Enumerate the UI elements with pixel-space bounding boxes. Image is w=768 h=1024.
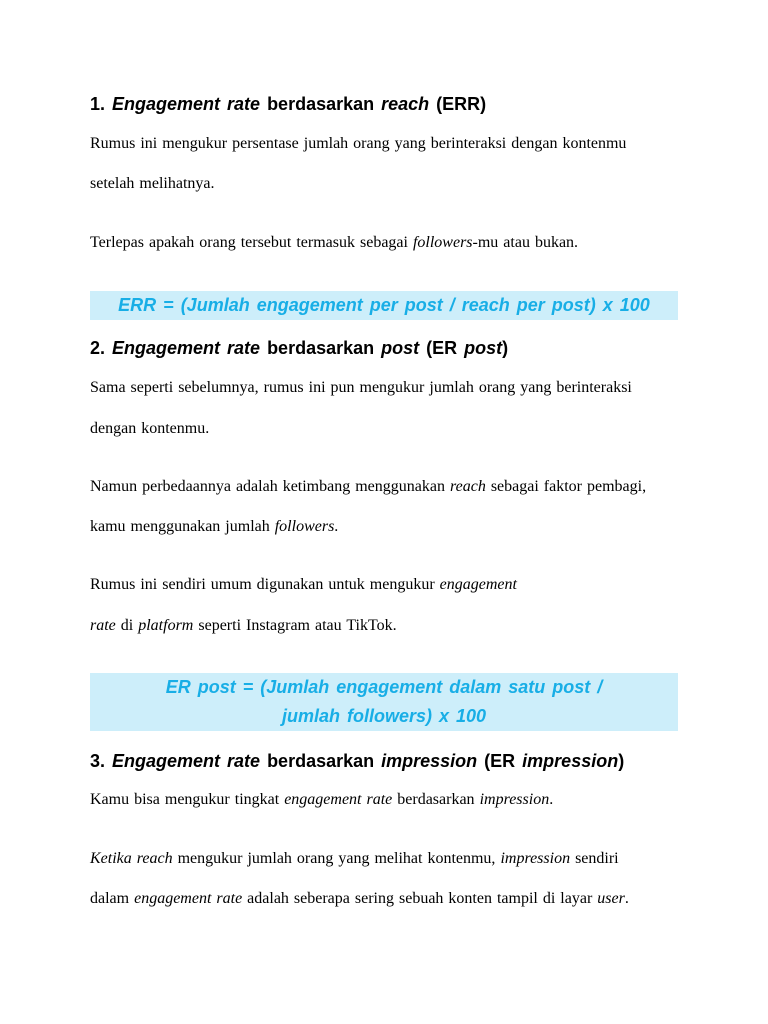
heading-text: (ER xyxy=(419,338,465,358)
heading-italic-term: reach xyxy=(381,94,430,114)
section-3-heading xyxy=(90,750,624,772)
italic-term: rate xyxy=(90,617,116,634)
text: . xyxy=(624,890,629,907)
section-1-paragraph-1-line-1: Rumus ini mengukur persentase jumlah orang yang berinteraksi dengan kontenmu xyxy=(90,135,627,152)
section-2-paragraph-1-line-1: Sama seperti sebelumnya, rumus ini pun mengukur jumlah orang yang berinteraksi xyxy=(90,379,632,396)
section-3-paragraph-1 xyxy=(90,790,553,810)
section-2-paragraph-3-line-2 xyxy=(90,616,397,636)
text: Rumus ini sendiri umum digunakan untuk mengukur xyxy=(90,576,440,593)
formula-box-err xyxy=(90,291,678,320)
heading-text: ) xyxy=(618,751,625,771)
text: sebagai faktor pembagi, xyxy=(485,478,647,495)
italic-term: followers xyxy=(412,234,473,251)
text: Terlepas apakah orang tersebut termasuk sebagai xyxy=(90,234,413,251)
section-2-paragraph-2-line-1 xyxy=(90,477,646,497)
section-2-heading xyxy=(90,337,508,359)
heading-text: berdasarkan xyxy=(260,338,382,358)
italic-term: engagement rate xyxy=(134,890,243,907)
section-2-paragraph-3-line-1 xyxy=(90,575,517,595)
heading-text: (ERR) xyxy=(429,94,487,114)
text: seperti Instagram atau TikTok. xyxy=(193,617,397,634)
section-2-paragraph-2-line-2 xyxy=(90,517,338,537)
heading-italic-term: Engagement rate xyxy=(112,751,261,771)
section-1-heading xyxy=(90,93,486,115)
heading-text: berdasarkan xyxy=(260,751,382,771)
italic-term: followers xyxy=(274,518,335,535)
heading-italic-term: post xyxy=(381,338,420,358)
italic-term: Ketika reach xyxy=(90,850,173,867)
section-3-paragraph-2-line-1 xyxy=(90,849,619,869)
text: di xyxy=(115,617,139,634)
heading-text: (ER xyxy=(477,751,523,771)
heading-number: 2. xyxy=(90,338,113,358)
heading-text: ) xyxy=(502,338,509,358)
heading-number: 1. xyxy=(90,94,113,114)
section-2-paragraph-1-line-2: dengan kontenmu. xyxy=(90,420,210,437)
section-1-paragraph-2 xyxy=(90,233,578,253)
formula-line: ERR = (Jumlah engagement per post / reach per post) x 100 xyxy=(118,295,650,315)
italic-term: engagement xyxy=(439,576,517,593)
italic-term: user xyxy=(597,890,625,907)
text: mengukur jumlah orang yang melihat kontenmu, xyxy=(172,850,501,867)
heading-number: 3. xyxy=(90,751,113,771)
text: sendiri xyxy=(570,850,619,867)
italic-term: reach xyxy=(449,478,486,495)
text: dalam xyxy=(90,890,135,907)
formula-box-er-post xyxy=(90,673,678,731)
text: -mu atau bukan. xyxy=(472,234,579,251)
text: . xyxy=(334,518,339,535)
heading-text: berdasarkan xyxy=(260,94,382,114)
text: adalah seberapa sering sebuah konten tampil di layar xyxy=(242,890,598,907)
italic-term: impression xyxy=(479,791,550,808)
italic-term: impression xyxy=(500,850,571,867)
heading-italic-term: post xyxy=(464,338,503,358)
italic-term: engagement rate xyxy=(284,791,393,808)
heading-italic-term: impression xyxy=(522,751,619,771)
heading-italic-term: Engagement rate xyxy=(112,338,261,358)
text: Namun perbedaannya adalah ketimbang menggunakan xyxy=(90,478,450,495)
text: berdasarkan xyxy=(392,791,480,808)
heading-italic-term: Engagement rate xyxy=(112,94,261,114)
formula-line: ER post = (Jumlah engagement dalam satu post / xyxy=(165,677,603,697)
section-1-paragraph-1-line-2: setelah melihatnya. xyxy=(90,175,215,192)
text: Kamu bisa mengukur tingkat xyxy=(90,791,285,808)
italic-term: platform xyxy=(138,617,194,634)
section-3-paragraph-2-line-2 xyxy=(90,889,629,909)
formula-line: jumlah followers) x 100 xyxy=(281,706,487,726)
text: . xyxy=(549,791,554,808)
text: kamu menggunakan jumlah xyxy=(90,518,275,535)
heading-italic-term: impression xyxy=(381,751,478,771)
